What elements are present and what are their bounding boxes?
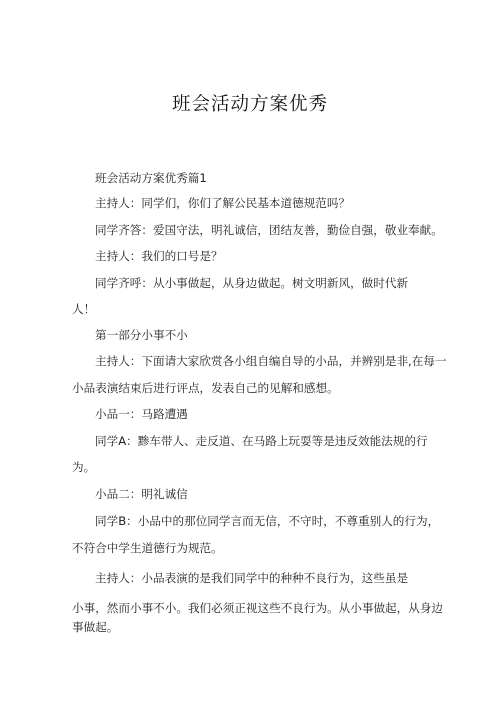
paragraph-line: 同学A：黪车带人、走反道、在马路上玩耍等是违反效能法规的行 bbox=[95, 434, 428, 448]
paragraph-line: 不符合中学生道德行为规范。 bbox=[72, 541, 223, 555]
paragraph-line: 同学齐答：爱国守法，明礼诚信，团结友善，勤俭自强，敬业奉献。 bbox=[95, 223, 443, 237]
section-heading: 第一部分小事不小 bbox=[95, 328, 188, 342]
paragraph-line: 为。 bbox=[72, 460, 96, 474]
paragraph-line: 小品二：明礼诚信 bbox=[95, 487, 188, 501]
paragraph-line: 事做起。 bbox=[72, 620, 119, 634]
section-heading: 班会活动方案优秀篇1 bbox=[95, 171, 207, 185]
paragraph-line: 小事，然而小事不小。我们必须正视这些不良行为。从小事做起，从身边 bbox=[72, 601, 444, 615]
paragraph-line: 主持人：下面请大家欣赏各小组自编自导的小品，并辨别是非,在每一 bbox=[95, 354, 447, 368]
paragraph-line: 主持人：小品表演的是我们同学中的种种不良行为，这些虽是 bbox=[95, 571, 409, 585]
document-title: 班会活动方案优秀 bbox=[171, 94, 328, 115]
paragraph-line: 人！ bbox=[72, 302, 96, 316]
paragraph-line: 主持人：同学们，你们了解公民基本道德规范吗？ bbox=[95, 196, 351, 210]
paragraph-line: 同学B：小品中的那位同学言而无信，不守时，不尊重别人的行为， bbox=[95, 514, 440, 528]
paragraph-line: 小品表演结束后进行评点，发表自己的见解和感想。 bbox=[72, 381, 339, 395]
paragraph-line: 同学齐呼：从小事做起，从身边做起。树文明新风，做时代新 bbox=[95, 276, 409, 290]
paragraph-line: 主持人：我们的口号是？ bbox=[95, 249, 223, 263]
paragraph-line: 小品一：马路遭遇 bbox=[95, 407, 188, 421]
